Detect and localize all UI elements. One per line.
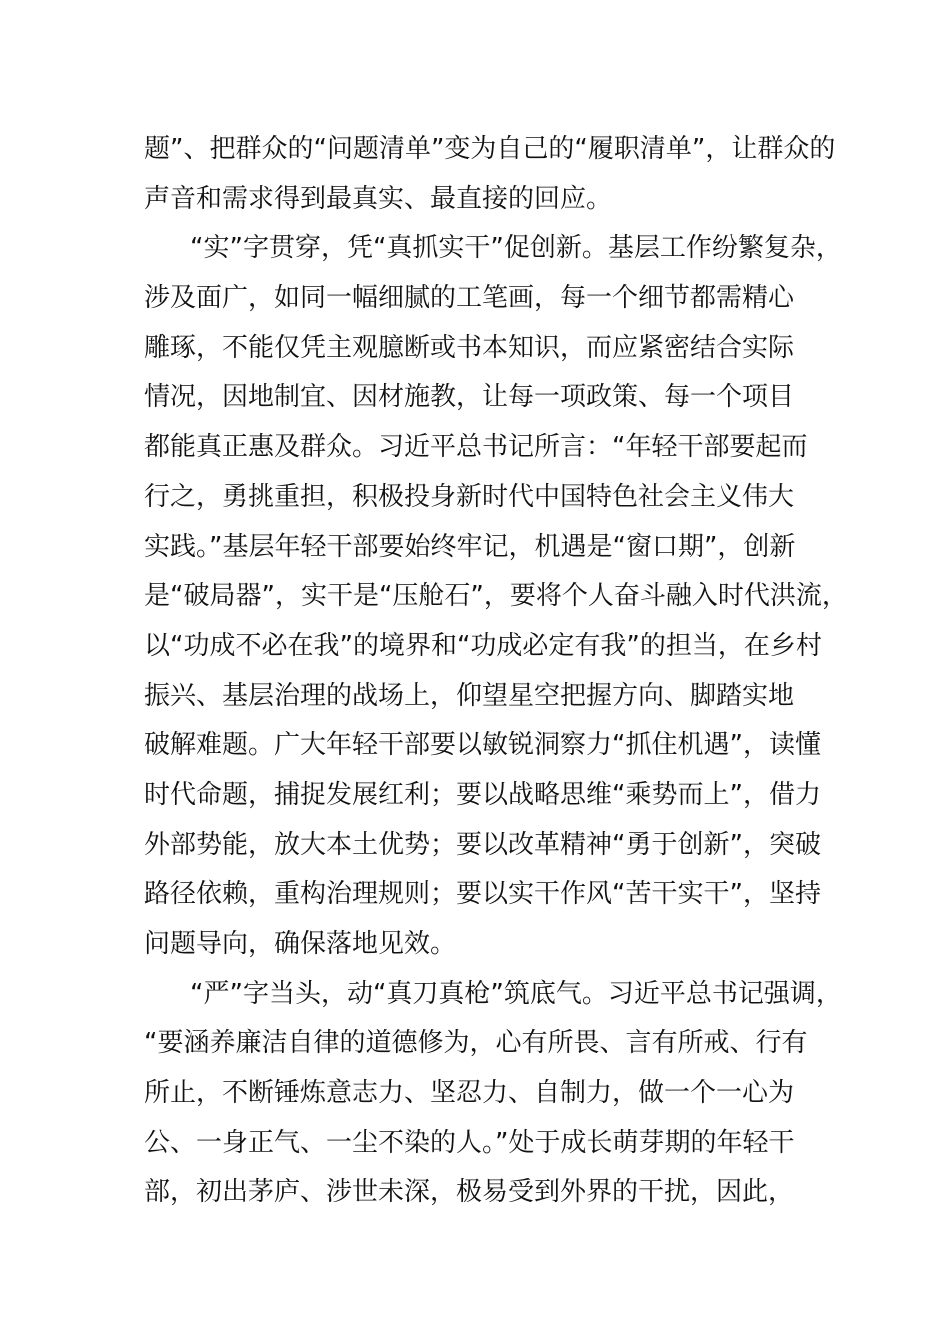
text-line: 问题导向，确保落地见效。 <box>144 929 457 959</box>
text-line: 声音和需求得到最真实、最直接的回应。 <box>144 183 613 214</box>
text-line: 外部势能，放大本土优势；要以改革精神“勇于创新”，突破 <box>144 829 821 860</box>
text-line: 都能真正惠及群众。习近平总书记所言：“年轻干部要起而 <box>144 432 808 463</box>
text-line: 行之，勇挑重担，积极投身新时代中国特色社会主义伟大 <box>144 481 795 512</box>
text-line: 所止，不断锤炼意志力、坚忍力、自制力，做一个一心为 <box>144 1078 795 1109</box>
text-line: 以“功成不必在我”的境界和“功成必定有我”的担当，在乡村 <box>144 630 822 661</box>
text-line: 涉及面广，如同一幅细腻的工笔画，每一个细节都需精心 <box>144 283 795 314</box>
text-line: 情况，因地制宜、因材施教，让每一项政策、每一个项目 <box>144 382 795 413</box>
text-line: 题”、把群众的“问题清单”变为自己的“履职清单”，让群众的 <box>144 134 836 164</box>
text-line: 路径依赖，重构治理规则；要以实干作风“苦干实干”，坚持 <box>144 879 821 910</box>
text-line: 破解难题。广大年轻干部要以敏锐洞察力“抓住机遇”，读懂 <box>144 730 821 761</box>
text-line: “要涵养廉洁自律的道德修为，心有所畏、言有所戒、行有 <box>144 1028 808 1059</box>
text-line: 雕琢，不能仅凭主观臆断或书本知识，而应紧密结合实际 <box>144 332 795 363</box>
text-line: 部，初出茅庐、涉世未深，极易受到外界的干扰，因此， <box>144 1177 795 1208</box>
paragraph-start-line: “严”字当头，动“真刀真枪”筑底气。习近平总书记强调， <box>190 978 842 1009</box>
paragraph-start-line: “实”字贯穿，凭“真抓实干”促创新。基层工作纷繁复杂， <box>190 233 842 264</box>
text-line: 时代命题，捕捉发展红利；要以战略思维“乘势而上”，借力 <box>144 779 821 810</box>
text-line: 是“破局器”，实干是“压舱石”，要将个人奋斗融入时代洪流， <box>144 581 848 612</box>
text-line: 公、一身正气、一尘不染的人。”处于成长萌芽期的年轻干 <box>144 1127 795 1158</box>
body-text <box>144 125 848 1218</box>
text-line: 实践。”基层年轻干部要始终牢记，机遇是“窗口期”，创新 <box>144 531 796 562</box>
text-line: 振兴、基层治理的战场上，仰望星空把握方向、脚踏实地 <box>144 680 795 711</box>
